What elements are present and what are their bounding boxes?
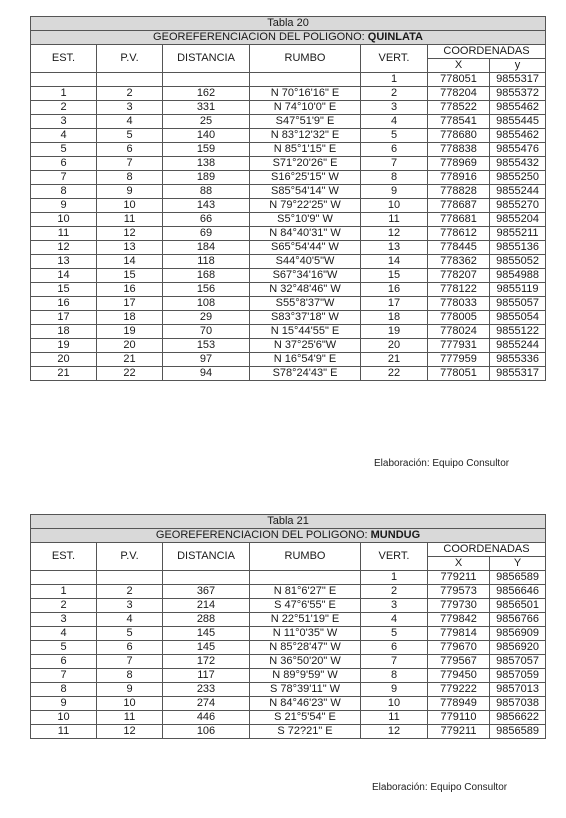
cell-est: 9 — [31, 199, 97, 213]
cell-est: 11 — [31, 227, 97, 241]
cell-y: 9855052 — [490, 255, 546, 269]
header-coordenadas: COORDENADAS — [428, 543, 546, 557]
cell-est: 12 — [31, 241, 97, 255]
table-row — [31, 613, 546, 627]
cell-x: 778051 — [428, 73, 490, 87]
cell-pv: 4 — [97, 115, 163, 129]
cell-pv: 12 — [97, 227, 163, 241]
cell-distancia: 172 — [163, 655, 250, 669]
cell-rumbo: S83°37'18" W — [250, 311, 361, 325]
cell-x: 778687 — [428, 199, 490, 213]
cell-x: 777959 — [428, 353, 490, 367]
cell-est: 6 — [31, 157, 97, 171]
cell-vert: 22 — [361, 367, 428, 381]
cell-distancia: 162 — [163, 87, 250, 101]
cell-vert: 9 — [361, 185, 428, 199]
table-row — [31, 725, 546, 739]
cell-x: 779730 — [428, 599, 490, 613]
cell-y: 9855054 — [490, 311, 546, 325]
cell-y: 9855317 — [490, 73, 546, 87]
cell-vert: 10 — [361, 199, 428, 213]
cell-distancia: 108 — [163, 297, 250, 311]
cell-rumbo: S71°20'26" E — [250, 157, 361, 171]
table-row — [31, 339, 546, 353]
cell-vert: 3 — [361, 599, 428, 613]
cell-x: 778828 — [428, 185, 490, 199]
cell-pv: 6 — [97, 641, 163, 655]
cell-distancia: 145 — [163, 627, 250, 641]
cell-rumbo: N 11°0'35" W — [250, 627, 361, 641]
cell-distancia: 168 — [163, 269, 250, 283]
table-row — [31, 157, 546, 171]
cell-rumbo: N 15°44'55" E — [250, 325, 361, 339]
cell-pv: 16 — [97, 283, 163, 297]
cell-distancia: 145 — [163, 641, 250, 655]
cell-y: 9856909 — [490, 627, 546, 641]
cell-x: 778005 — [428, 311, 490, 325]
cell-rumbo: N 74°10'0" E — [250, 101, 361, 115]
cell-pv: 2 — [97, 87, 163, 101]
table-row — [31, 311, 546, 325]
cell-vert: 10 — [361, 697, 428, 711]
cell-y: 9855211 — [490, 227, 546, 241]
cell-vert: 4 — [361, 115, 428, 129]
cell-est: 5 — [31, 143, 97, 157]
cell-x: 779222 — [428, 683, 490, 697]
cell-vert: 16 — [361, 283, 428, 297]
cell-x: 778445 — [428, 241, 490, 255]
table-row — [31, 213, 546, 227]
cell-y: 9856920 — [490, 641, 546, 655]
cell-est: 8 — [31, 683, 97, 697]
cell-est: 10 — [31, 213, 97, 227]
cell-est: 17 — [31, 311, 97, 325]
cell-vert: 7 — [361, 157, 428, 171]
cell-x: 779211 — [428, 571, 490, 585]
cell-y: 9855372 — [490, 87, 546, 101]
table-row — [31, 129, 546, 143]
cell-pv: 3 — [97, 101, 163, 115]
cell-y: 9856646 — [490, 585, 546, 599]
header-x: X — [428, 557, 490, 571]
cell-est: 14 — [31, 269, 97, 283]
cell-est: 8 — [31, 185, 97, 199]
header-vert: VERT. — [361, 45, 428, 73]
cell-y: 9855136 — [490, 241, 546, 255]
cell-pv: 5 — [97, 627, 163, 641]
cell-distancia: 88 — [163, 185, 250, 199]
cell-x: 779573 — [428, 585, 490, 599]
table-row — [31, 669, 546, 683]
cell-est: 1 — [31, 585, 97, 599]
cell-pv: 10 — [97, 199, 163, 213]
cell-distancia: 106 — [163, 725, 250, 739]
coordinates-table — [30, 514, 546, 739]
cell-pv: 15 — [97, 269, 163, 283]
cell-distancia: 143 — [163, 199, 250, 213]
cell-y: 9857057 — [490, 655, 546, 669]
cell-pv: 12 — [97, 725, 163, 739]
cell-pv: 18 — [97, 311, 163, 325]
cell-rumbo: S78°24'43" E — [250, 367, 361, 381]
cell-y: 9856589 — [490, 571, 546, 585]
cell-rumbo: N 84°46'23" W — [250, 697, 361, 711]
cell-pv: 10 — [97, 697, 163, 711]
cell-est: 11 — [31, 725, 97, 739]
cell-distancia: 29 — [163, 311, 250, 325]
cell-y: 9856501 — [490, 599, 546, 613]
cell-vert: 5 — [361, 627, 428, 641]
cell-pv: 21 — [97, 353, 163, 367]
coordinates-table — [30, 16, 546, 381]
cell-x: 779211 — [428, 725, 490, 739]
polygon-name: MUNDUG — [370, 529, 421, 541]
cell-x: 777931 — [428, 339, 490, 353]
table-row — [31, 325, 546, 339]
cell-est: 21 — [31, 367, 97, 381]
table-row — [31, 655, 546, 669]
cell-est: 1 — [31, 87, 97, 101]
table-row — [31, 641, 546, 655]
cell-rumbo: N 89°9'59" W — [250, 669, 361, 683]
cell-vert: 5 — [361, 129, 428, 143]
cell-x: 778541 — [428, 115, 490, 129]
table-caption: Elaboración: Equipo Consultor — [372, 782, 508, 793]
cell-y: 9857013 — [490, 683, 546, 697]
cell-pv: 3 — [97, 599, 163, 613]
cell-pv: 13 — [97, 241, 163, 255]
cell-x: 779814 — [428, 627, 490, 641]
header-y: y — [490, 59, 546, 73]
cell-vert: 2 — [361, 87, 428, 101]
subtitle-prefix: GEOREFERENCIACION DEL POLIGONO: — [155, 529, 368, 541]
cell-x: 778033 — [428, 297, 490, 311]
cell-x: 778204 — [428, 87, 490, 101]
table-row — [31, 171, 546, 185]
cell-y: 9855317 — [490, 367, 546, 381]
cell-distancia: 97 — [163, 353, 250, 367]
cell-rumbo: N 84°40'31" W — [250, 227, 361, 241]
table-row — [31, 73, 546, 87]
cell-vert: 12 — [361, 227, 428, 241]
header-rumbo: RUMBO — [250, 543, 361, 571]
cell-y: 9855336 — [490, 353, 546, 367]
cell-vert: 11 — [361, 711, 428, 725]
cell-est: 2 — [31, 599, 97, 613]
cell-vert: 8 — [361, 171, 428, 185]
cell-est: 9 — [31, 697, 97, 711]
cell-est: 4 — [31, 627, 97, 641]
cell-distancia: 94 — [163, 367, 250, 381]
table-subtitle — [31, 31, 546, 45]
cell-x: 779670 — [428, 641, 490, 655]
cell-x: 778362 — [428, 255, 490, 269]
cell-rumbo: S67°34'16"W — [250, 269, 361, 283]
cell-pv: 22 — [97, 367, 163, 381]
cell-rumbo: S65°54'44" W — [250, 241, 361, 255]
cell-est: 13 — [31, 255, 97, 269]
cell-pv: 9 — [97, 683, 163, 697]
cell-pv: 11 — [97, 711, 163, 725]
cell-pv: 2 — [97, 585, 163, 599]
header-coordenadas: COORDENADAS — [428, 45, 546, 59]
cell-vert: 12 — [361, 725, 428, 739]
cell-est: 7 — [31, 669, 97, 683]
cell-rumbo: N 37°25'6"W — [250, 339, 361, 353]
header-x: X — [428, 59, 490, 73]
cell-x: 778207 — [428, 269, 490, 283]
cell-pv: 8 — [97, 171, 163, 185]
cell-y: 9855270 — [490, 199, 546, 213]
cell-distancia: 159 — [163, 143, 250, 157]
cell-x: 778916 — [428, 171, 490, 185]
cell-rumbo: N 16°54'9" E — [250, 353, 361, 367]
cell-rumbo: S5°10'9" W — [250, 213, 361, 227]
table-row — [31, 353, 546, 367]
cell-distancia: 288 — [163, 613, 250, 627]
cell-x: 779110 — [428, 711, 490, 725]
cell-pv: 6 — [97, 143, 163, 157]
cell-pv: 7 — [97, 655, 163, 669]
cell-distancia: 331 — [163, 101, 250, 115]
cell-est: 6 — [31, 655, 97, 669]
cell-pv: 20 — [97, 339, 163, 353]
cell-rumbo: S16°25'15" W — [250, 171, 361, 185]
cell-rumbo: N 83°12'32" E — [250, 129, 361, 143]
table-row — [31, 367, 546, 381]
cell-distancia: 66 — [163, 213, 250, 227]
table-mundug — [30, 514, 545, 739]
cell-rumbo: N 79°22'25" W — [250, 199, 361, 213]
cell-rumbo: S85°54'14" W — [250, 185, 361, 199]
cell-vert: 4 — [361, 613, 428, 627]
cell-y: 9855445 — [490, 115, 546, 129]
cell-rumbo: S 78°39'11" W — [250, 683, 361, 697]
cell-vert: 2 — [361, 585, 428, 599]
cell-distancia: 69 — [163, 227, 250, 241]
cell-vert: 19 — [361, 325, 428, 339]
cell-est: 16 — [31, 297, 97, 311]
cell-est: 15 — [31, 283, 97, 297]
cell-distancia: 25 — [163, 115, 250, 129]
cell-vert: 11 — [361, 213, 428, 227]
table-caption: Elaboración: Equipo Consultor — [374, 458, 510, 469]
cell-rumbo: N 36°50'20" W — [250, 655, 361, 669]
cell-pv: 11 — [97, 213, 163, 227]
cell-pv: 17 — [97, 297, 163, 311]
table-row — [31, 627, 546, 641]
cell-distancia: 189 — [163, 171, 250, 185]
cell-y: 9855119 — [490, 283, 546, 297]
cell-x: 778051 — [428, 367, 490, 381]
cell-vert: 9 — [361, 683, 428, 697]
table-row — [31, 143, 546, 157]
table-row — [31, 585, 546, 599]
cell-est: 2 — [31, 101, 97, 115]
cell-pv: 4 — [97, 613, 163, 627]
cell-y: 9855057 — [490, 297, 546, 311]
cell-vert: 17 — [361, 297, 428, 311]
cell-y: 9856589 — [490, 725, 546, 739]
cell-vert: 13 — [361, 241, 428, 255]
table-title: Tabla 21 — [31, 515, 546, 529]
table-row — [31, 269, 546, 283]
cell-est: 19 — [31, 339, 97, 353]
cell-vert: 7 — [361, 655, 428, 669]
cell-y: 9855462 — [490, 129, 546, 143]
cell-rumbo: S47°51'9" E — [250, 115, 361, 129]
cell-est: 3 — [31, 613, 97, 627]
cell-pv: 19 — [97, 325, 163, 339]
cell-pv: 5 — [97, 129, 163, 143]
cell-x: 778612 — [428, 227, 490, 241]
cell-y: 9854988 — [490, 269, 546, 283]
cell-x: 779450 — [428, 669, 490, 683]
cell-est: 5 — [31, 641, 97, 655]
cell-est: 7 — [31, 171, 97, 185]
header-y: Y — [490, 557, 546, 571]
cell-y: 9855244 — [490, 339, 546, 353]
cell-y: 9855122 — [490, 325, 546, 339]
cell-vert: 6 — [361, 641, 428, 655]
table-row — [31, 87, 546, 101]
cell-x: 778969 — [428, 157, 490, 171]
cell-vert: 8 — [361, 669, 428, 683]
subtitle-prefix: GEOREFERENCIACION DEL POLIGONO: — [153, 31, 365, 43]
cell-vert: 20 — [361, 339, 428, 353]
table-row — [31, 115, 546, 129]
polygon-name: QUINLATA — [367, 31, 423, 43]
table-title: Tabla 20 — [31, 17, 546, 31]
cell-pv: 14 — [97, 255, 163, 269]
table-row — [31, 297, 546, 311]
cell-distancia: 274 — [163, 697, 250, 711]
cell-vert: 14 — [361, 255, 428, 269]
cell-rumbo: N 70°16'16" E — [250, 87, 361, 101]
cell-pv: 7 — [97, 157, 163, 171]
cell-rumbo: N 85°28'47" W — [250, 641, 361, 655]
cell-y: 9855476 — [490, 143, 546, 157]
table-row — [31, 697, 546, 711]
cell-x: 778122 — [428, 283, 490, 297]
header-est: EST. — [31, 45, 97, 73]
cell-x: 779842 — [428, 613, 490, 627]
table-row — [31, 185, 546, 199]
header-pv: P.V. — [97, 45, 163, 73]
cell-distancia: 138 — [163, 157, 250, 171]
cell-rumbo: N 22°51'19" E — [250, 613, 361, 627]
table-row — [31, 283, 546, 297]
cell-rumbo: S 47°6'55" E — [250, 599, 361, 613]
cell-distancia: 117 — [163, 669, 250, 683]
table-row — [31, 571, 546, 585]
table-row — [31, 683, 546, 697]
cell-y: 9857059 — [490, 669, 546, 683]
cell-x: 778949 — [428, 697, 490, 711]
cell-vert: 21 — [361, 353, 428, 367]
table-subtitle — [31, 529, 546, 543]
cell-est: 3 — [31, 115, 97, 129]
cell-distancia: 233 — [163, 683, 250, 697]
cell-rumbo: N 85°1'15" E — [250, 143, 361, 157]
cell-distancia: 156 — [163, 283, 250, 297]
cell-vert: 3 — [361, 101, 428, 115]
cell-x: 778522 — [428, 101, 490, 115]
table-row — [31, 101, 546, 115]
cell-est: 18 — [31, 325, 97, 339]
cell-est: 4 — [31, 129, 97, 143]
cell-y: 9855204 — [490, 213, 546, 227]
table-row — [31, 711, 546, 725]
table-quinlata — [30, 16, 545, 381]
header-distancia: DISTANCIA — [163, 45, 250, 73]
table-body — [31, 585, 546, 739]
header-rumbo: RUMBO — [250, 45, 361, 73]
cell-rumbo: N 32°48'46" W — [250, 283, 361, 297]
cell-rumbo: S 72?21" E — [250, 725, 361, 739]
cell-x: 778024 — [428, 325, 490, 339]
table-row — [31, 599, 546, 613]
cell-pv: 9 — [97, 185, 163, 199]
cell-x: 778680 — [428, 129, 490, 143]
cell-y: 9855250 — [490, 171, 546, 185]
cell-est: 20 — [31, 353, 97, 367]
cell-distancia: 214 — [163, 599, 250, 613]
cell-est: 10 — [31, 711, 97, 725]
cell-vert: 15 — [361, 269, 428, 283]
cell-distancia: 70 — [163, 325, 250, 339]
cell-pv: 8 — [97, 669, 163, 683]
cell-rumbo: S44°40'5"W — [250, 255, 361, 269]
table-body — [31, 87, 546, 381]
header-distancia: DISTANCIA — [163, 543, 250, 571]
cell-distancia: 153 — [163, 339, 250, 353]
cell-distancia: 140 — [163, 129, 250, 143]
cell-vert: 6 — [361, 143, 428, 157]
cell-rumbo: S55°8'37"W — [250, 297, 361, 311]
cell-x: 778838 — [428, 143, 490, 157]
cell-rumbo: S 21°5'54" E — [250, 711, 361, 725]
header-est: EST. — [31, 543, 97, 571]
cell-rumbo: N 81°6'27" E — [250, 585, 361, 599]
cell-y: 9856622 — [490, 711, 546, 725]
cell-distancia: 118 — [163, 255, 250, 269]
cell-vert: 18 — [361, 311, 428, 325]
table-row — [31, 241, 546, 255]
cell-vert: 1 — [361, 571, 428, 585]
cell-y: 9855462 — [490, 101, 546, 115]
table-row — [31, 199, 546, 213]
table-row — [31, 227, 546, 241]
cell-y: 9857038 — [490, 697, 546, 711]
cell-x: 779567 — [428, 655, 490, 669]
header-vert: VERT. — [361, 543, 428, 571]
cell-y: 9855244 — [490, 185, 546, 199]
cell-distancia: 446 — [163, 711, 250, 725]
cell-y: 9855432 — [490, 157, 546, 171]
cell-y: 9856766 — [490, 613, 546, 627]
cell-x: 778681 — [428, 213, 490, 227]
cell-distancia: 367 — [163, 585, 250, 599]
cell-vert: 1 — [361, 73, 428, 87]
cell-distancia: 184 — [163, 241, 250, 255]
table-row — [31, 255, 546, 269]
header-pv: P.V. — [97, 543, 163, 571]
